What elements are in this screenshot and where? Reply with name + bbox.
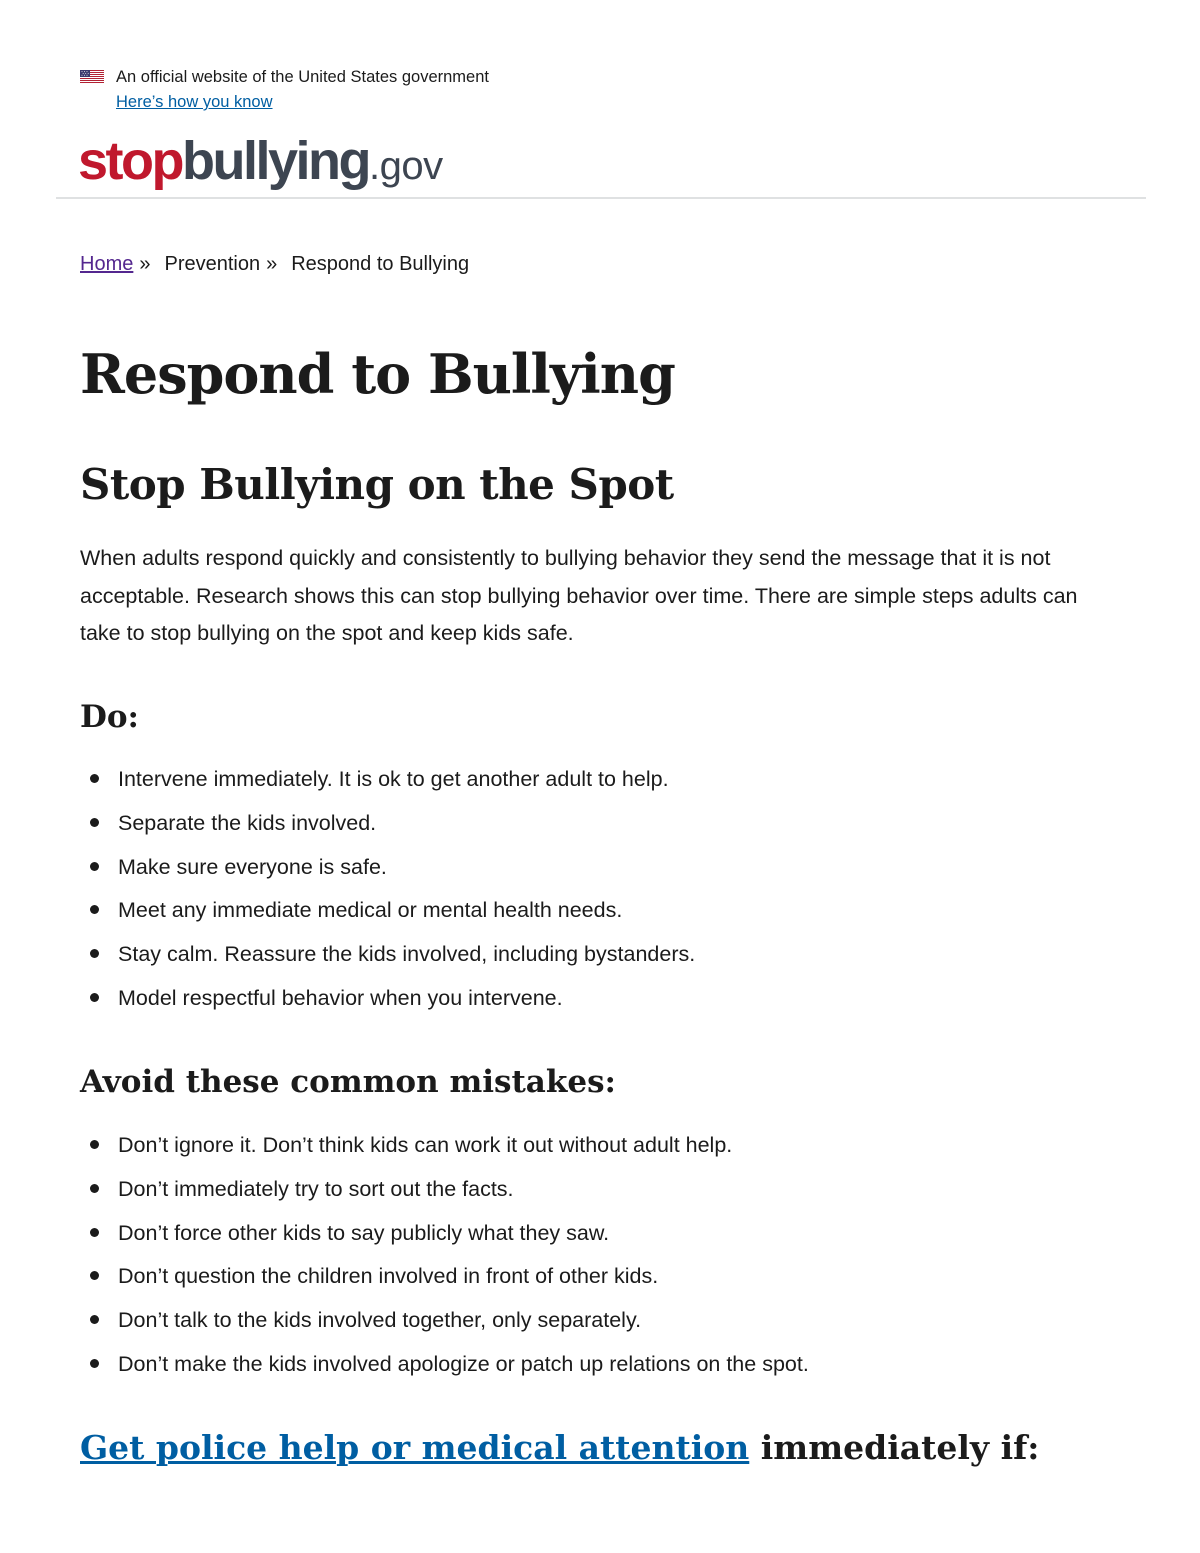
police-heading <box>80 1428 1039 1467</box>
breadcrumb-separator: » <box>266 253 278 275</box>
logo-bullying-text: bullying <box>182 131 369 191</box>
site-logo[interactable] <box>78 130 443 192</box>
breadcrumb-prevention: Prevention <box>164 253 261 275</box>
police-heading-rest: immediately if: <box>749 1428 1040 1467</box>
police-help-link[interactable]: Get police help or medical attention <box>80 1428 750 1467</box>
list-item: Stay calm. Reassure the kids involved, including bystanders. <box>80 939 1120 983</box>
heres-how-you-know-link[interactable]: Here’s how you know <box>116 93 273 111</box>
do-heading: Do: <box>80 699 140 735</box>
list-item: Don’t make the kids involved apologize or patch up relations on the spot. <box>80 1349 1120 1393</box>
avoid-heading: Avoid these common mistakes: <box>80 1064 616 1100</box>
breadcrumb-current: Respond to Bullying <box>291 253 470 275</box>
list-item: Make sure everyone is safe. <box>80 852 1120 896</box>
logo-gov-text: .gov <box>368 144 443 188</box>
list-item: Intervene immediately. It is ok to get another adult to help. <box>80 764 1120 808</box>
list-item: Meet any immediate medical or mental health needs. <box>80 895 1120 939</box>
intro-paragraph: When adults respond quickly and consistently to bullying behavior they send the message that it is not acceptable. Research shows this can stop bullying behavior over time. There are simple steps adults can take to stop bullying on the spot and keep kids safe. <box>80 546 1078 645</box>
avoid-list <box>80 1130 1120 1393</box>
list-item: Don’t immediately try to sort out the facts. <box>80 1174 1120 1218</box>
logo-stop-text: stop <box>78 131 182 191</box>
list-item: Don’t talk to the kids involved together, only separately. <box>80 1305 1120 1349</box>
gov-banner-text: An official website of the United States government <box>116 68 489 86</box>
list-item: Don’t ignore it. Don’t think kids can work it out without adult help. <box>80 1130 1120 1174</box>
breadcrumb-separator: » <box>139 253 151 275</box>
list-item: Separate the kids involved. <box>80 808 1120 852</box>
breadcrumb <box>80 253 469 276</box>
page-title: Respond to Bullying <box>80 342 675 406</box>
us-flag-icon <box>80 70 104 83</box>
list-item: Don’t force other kids to say publicly what they saw. <box>80 1218 1120 1262</box>
do-list <box>80 764 1120 1027</box>
breadcrumb-home-link[interactable]: Home <box>80 253 134 275</box>
section-title: Stop Bullying on the Spot <box>80 460 674 509</box>
list-item: Model respectful behavior when you intervene. <box>80 983 1120 1027</box>
list-item: Don’t question the children involved in front of other kids. <box>80 1261 1120 1305</box>
header-divider <box>56 197 1146 199</box>
